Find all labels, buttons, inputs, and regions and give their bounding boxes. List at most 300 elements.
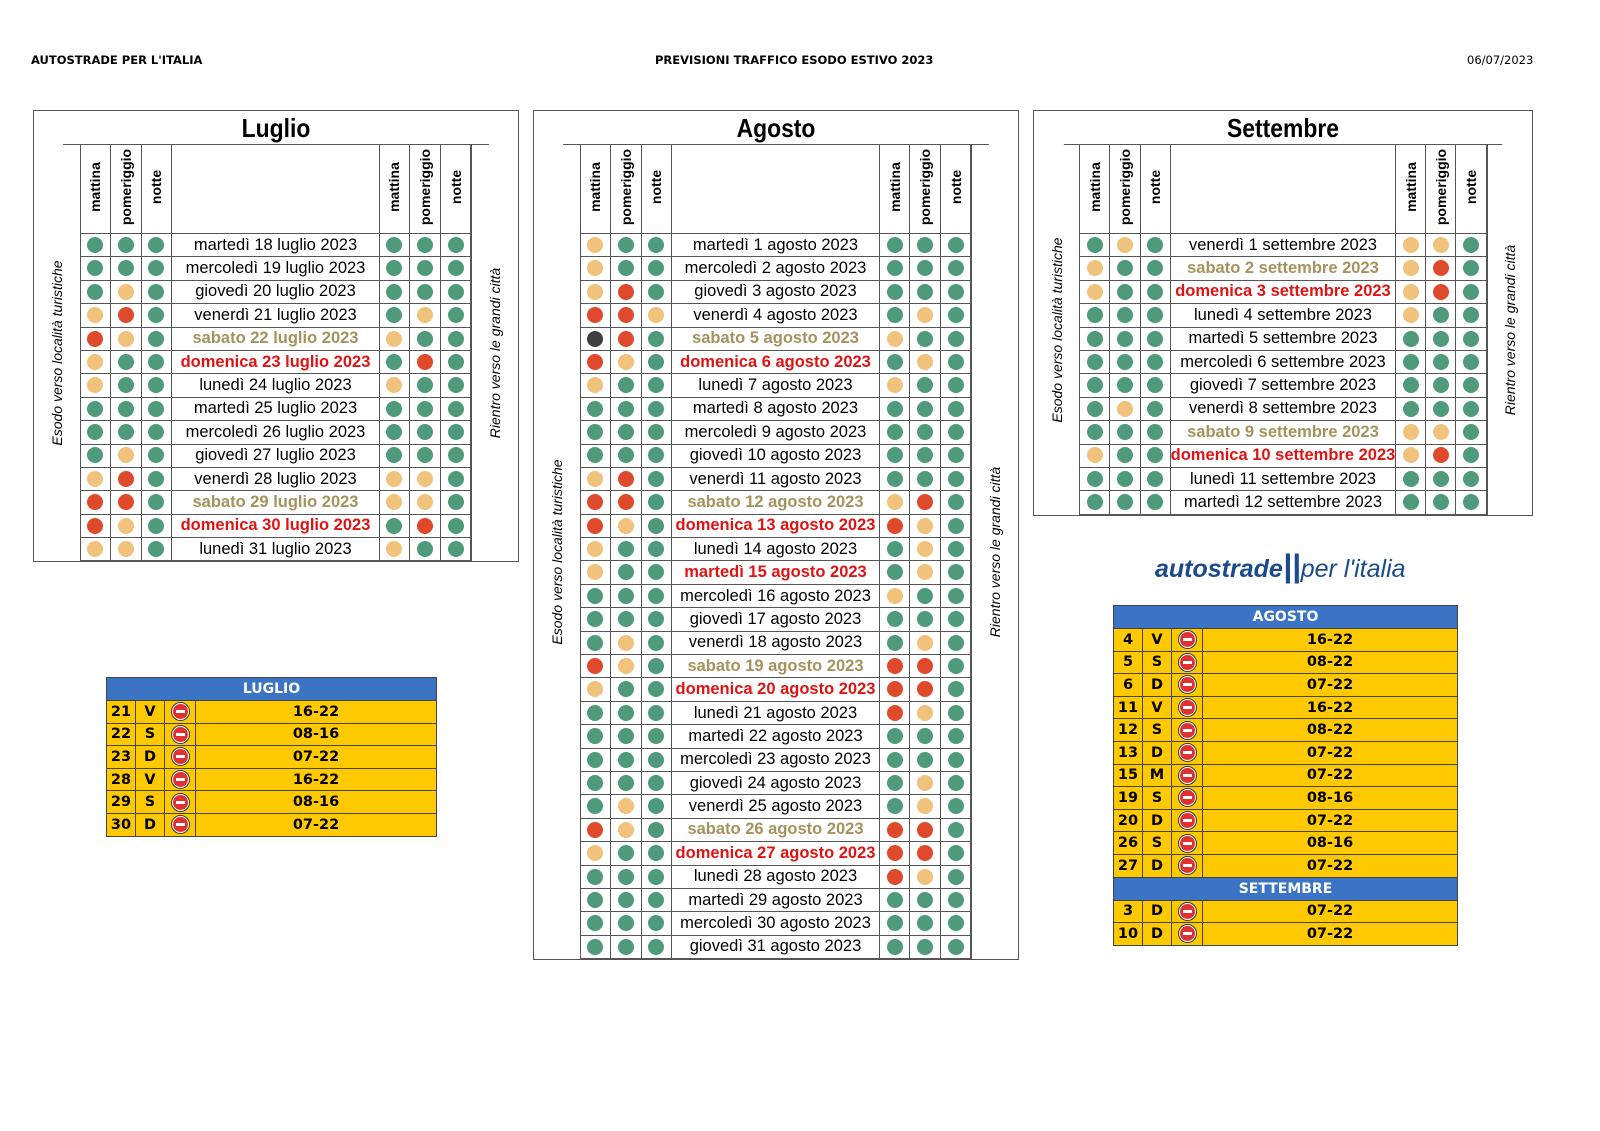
rientro-mattina-cell: [1396, 280, 1426, 303]
esodo-notte-dot: [648, 564, 664, 580]
esodo-notte-cell: [641, 280, 672, 303]
rientro-pomeriggio-cell: [1426, 280, 1456, 303]
rientro-pomeriggio-dot: [917, 564, 933, 580]
esodo-mattina-cell: [81, 350, 111, 373]
rientro-pomeriggio-dot: [417, 237, 433, 253]
esodo-notte-cell: [641, 538, 672, 561]
date-cell: [672, 327, 880, 350]
col-label-mattina: mattina: [1086, 162, 1103, 212]
rientro-notte-dot: [1463, 331, 1479, 347]
date-label: venerdì 25 agosto 2023: [688, 797, 863, 816]
esodo-mattina-cell: [581, 631, 611, 654]
rientro-notte-dot: [448, 494, 464, 510]
esodo-notte-dot: [1147, 377, 1163, 393]
col-header-notte: [141, 145, 172, 234]
table-row: [1080, 350, 1486, 373]
ban-day: 27: [1114, 854, 1143, 877]
rientro-notte-cell: [440, 514, 471, 537]
esodo-pomeriggio-cell: [1110, 234, 1140, 257]
rientro-mattina-dot: [386, 518, 402, 534]
date-label: lunedì 11 settembre 2023: [1190, 469, 1376, 488]
esodo-pomeriggio-cell: [1110, 327, 1140, 350]
rientro-pomeriggio-cell: [910, 865, 941, 888]
esodo-mattina-cell: [1080, 421, 1110, 444]
esodo-pomeriggio-dot: [118, 424, 134, 440]
esodo-pomeriggio-dot: [1117, 307, 1133, 323]
rientro-mattina-dot: [1403, 447, 1419, 463]
esodo-pomeriggio-cell: [611, 865, 642, 888]
rientro-mattina-cell: [1396, 397, 1426, 420]
rientro-notte-dot: [948, 447, 964, 463]
ban-icon-cell: [1172, 854, 1203, 877]
esodo-mattina-cell: [1080, 327, 1110, 350]
esodo-pomeriggio-cell: [111, 514, 142, 537]
esodo-mattina-cell: [581, 491, 611, 514]
date-label: sabato 22 luglio 2023: [192, 329, 359, 348]
esodo-mattina-cell: [81, 491, 111, 514]
rientro-mattina-dot: [887, 681, 903, 697]
ban-day: 20: [1114, 809, 1143, 832]
no-entry-icon: [1179, 676, 1196, 693]
esodo-notte-cell: [641, 725, 672, 748]
rientro-mattina-cell: [879, 865, 910, 888]
rientro-notte-dot: [448, 354, 464, 370]
rientro-notte-cell: [1456, 444, 1486, 467]
esodo-notte-dot: [148, 401, 164, 417]
rientro-pomeriggio-cell: [410, 327, 441, 350]
esodo-mattina-dot: [587, 681, 603, 697]
ban-day: 10: [1114, 923, 1143, 946]
date-cell: [672, 421, 880, 444]
rientro-pomeriggio-dot: [917, 471, 933, 487]
esodo-mattina-dot: [87, 518, 103, 534]
esodo-notte-cell: [641, 678, 672, 701]
esodo-notte-cell: [641, 514, 672, 537]
table-row: [81, 421, 471, 444]
esodo-notte-cell: [641, 444, 672, 467]
esodo-mattina-dot: [87, 260, 103, 276]
col-header-notte: [1140, 145, 1170, 234]
esodo-pomeriggio-cell: [611, 725, 642, 748]
rientro-pomeriggio-cell: [1426, 421, 1456, 444]
esodo-notte-dot: [648, 354, 664, 370]
ban-row: [1114, 629, 1458, 652]
month-body: [1034, 145, 1532, 515]
ban-row: [107, 746, 437, 769]
esodo-mattina-dot: [587, 705, 603, 721]
ban-weekday: M: [1143, 764, 1172, 787]
date-label: domenica 27 agosto 2023: [675, 843, 876, 862]
esodo-pomeriggio-cell: [611, 818, 642, 841]
esodo-pomeriggio-dot: [118, 447, 134, 463]
esodo-pomeriggio-cell: [111, 280, 142, 303]
esodo-pomeriggio-dot: [1117, 447, 1133, 463]
rientro-pomeriggio-cell: [410, 467, 441, 490]
rientro-mattina-cell: [379, 444, 410, 467]
esodo-pomeriggio-dot: [1117, 284, 1133, 300]
date-label: sabato 26 agosto 2023: [687, 820, 864, 839]
rientro-notte-dot: [948, 237, 964, 253]
side-label-rientro-text: Rientro verso le grandi città: [1501, 244, 1518, 416]
col-header-mattina: [879, 145, 910, 234]
esodo-notte-cell: [141, 234, 172, 257]
rientro-mattina-cell: [379, 514, 410, 537]
esodo-notte-cell: [141, 538, 172, 561]
esodo-mattina-cell: [581, 725, 611, 748]
rientro-mattina-dot: [386, 354, 402, 370]
esodo-mattina-dot: [587, 284, 603, 300]
rientro-pomeriggio-dot: [1433, 471, 1449, 487]
rientro-pomeriggio-dot: [917, 892, 933, 908]
col-header-mattina: [581, 145, 611, 234]
col-label-notte: notte: [447, 169, 464, 205]
esodo-mattina-dot: [87, 401, 103, 417]
ban-weekday: D: [1143, 741, 1172, 764]
ban-day: 6: [1114, 674, 1143, 697]
esodo-notte-cell: [1140, 491, 1170, 514]
rientro-pomeriggio-cell: [410, 491, 441, 514]
ban-weekday: S: [1143, 719, 1172, 742]
rientro-pomeriggio-dot: [417, 424, 433, 440]
table-row: [581, 257, 971, 280]
rientro-notte-cell: [1456, 491, 1486, 514]
rientro-pomeriggio-dot: [917, 424, 933, 440]
rientro-pomeriggio-dot: [917, 354, 933, 370]
ban-icon-cell: [165, 723, 196, 746]
esodo-pomeriggio-dot: [618, 331, 634, 347]
rientro-pomeriggio-dot: [1433, 331, 1449, 347]
ban-weekday: S: [1143, 832, 1172, 855]
esodo-notte-dot: [148, 541, 164, 557]
rientro-pomeriggio-dot: [917, 307, 933, 323]
esodo-pomeriggio-cell: [611, 701, 642, 724]
esodo-notte-cell: [641, 350, 672, 373]
rientro-notte-dot: [948, 869, 964, 885]
esodo-mattina-dot: [587, 518, 603, 534]
rientro-mattina-cell: [879, 514, 910, 537]
esodo-notte-cell: [1140, 257, 1170, 280]
table-row: [581, 514, 971, 537]
col-header-pomeriggio: [1110, 145, 1140, 234]
rientro-notte-cell: [940, 491, 971, 514]
esodo-pomeriggio-cell: [1110, 280, 1140, 303]
esodo-notte-dot: [1147, 424, 1163, 440]
esodo-mattina-cell: [1080, 444, 1110, 467]
rientro-mattina-cell: [879, 678, 910, 701]
esodo-notte-cell: [641, 561, 672, 584]
rientro-pomeriggio-cell: [1426, 374, 1456, 397]
esodo-notte-dot: [1147, 307, 1163, 323]
esodo-mattina-cell: [81, 444, 111, 467]
ban-weekday: S: [136, 791, 165, 814]
esodo-mattina-cell: [1080, 304, 1110, 327]
rientro-mattina-dot: [1403, 354, 1419, 370]
esodo-pomeriggio-cell: [611, 491, 642, 514]
esodo-mattina-dot: [87, 471, 103, 487]
ban-icon-cell: [1172, 629, 1203, 652]
esodo-notte-cell: [641, 631, 672, 654]
rientro-pomeriggio-dot: [1433, 237, 1449, 253]
esodo-notte-cell: [141, 257, 172, 280]
esodo-mattina-dot: [1087, 377, 1103, 393]
esodo-pomeriggio-dot: [618, 564, 634, 580]
rientro-notte-cell: [940, 795, 971, 818]
esodo-mattina-cell: [1080, 350, 1110, 373]
esodo-pomeriggio-cell: [1110, 257, 1140, 280]
esodo-notte-dot: [648, 331, 664, 347]
esodo-mattina-dot: [87, 377, 103, 393]
esodo-mattina-dot: [587, 377, 603, 393]
esodo-notte-dot: [648, 541, 664, 557]
rientro-pomeriggio-dot: [417, 354, 433, 370]
panel-settembre: [1033, 110, 1533, 516]
rientro-mattina-cell: [879, 888, 910, 911]
rientro-notte-cell: [940, 631, 971, 654]
esodo-notte-cell: [641, 584, 672, 607]
side-label-rientro: [1487, 145, 1532, 515]
rientro-pomeriggio-cell: [910, 327, 941, 350]
ban-weekday: D: [1143, 674, 1172, 697]
esodo-pomeriggio-dot: [618, 424, 634, 440]
esodo-mattina-cell: [1080, 491, 1110, 514]
rientro-notte-dot: [948, 845, 964, 861]
date-label: domenica 20 agosto 2023: [675, 680, 876, 699]
esodo-pomeriggio-dot: [618, 237, 634, 253]
esodo-pomeriggio-dot: [618, 705, 634, 721]
esodo-mattina-cell: [81, 397, 111, 420]
rientro-mattina-cell: [1396, 350, 1426, 373]
rientro-mattina-cell: [379, 421, 410, 444]
table-row: [581, 888, 971, 911]
esodo-mattina-dot: [87, 237, 103, 253]
month-title: Agosto: [563, 111, 989, 145]
rientro-mattina-dot: [887, 447, 903, 463]
table-row: [581, 771, 971, 794]
rientro-notte-cell: [940, 655, 971, 678]
date-label: venerdì 4 agosto 2023: [693, 305, 858, 324]
no-entry-icon: [172, 816, 189, 833]
rientro-notte-dot: [1463, 471, 1479, 487]
esodo-pomeriggio-dot: [118, 377, 134, 393]
esodo-mattina-cell: [581, 888, 611, 911]
date-label: mercoledì 9 agosto 2023: [684, 422, 867, 441]
rientro-mattina-cell: [1396, 444, 1426, 467]
date-label: martedì 22 agosto 2023: [688, 726, 863, 745]
rientro-mattina-cell: [879, 795, 910, 818]
rientro-notte-dot: [448, 401, 464, 417]
esodo-mattina-dot: [1087, 331, 1103, 347]
ban-day: 12: [1114, 719, 1143, 742]
esodo-notte-cell: [641, 748, 672, 771]
date-cell: [672, 678, 880, 701]
esodo-pomeriggio-dot: [118, 260, 134, 276]
rientro-notte-dot: [948, 611, 964, 627]
rientro-mattina-cell: [379, 538, 410, 561]
esodo-mattina-dot: [587, 331, 603, 347]
esodo-notte-dot: [648, 705, 664, 721]
rientro-pomeriggio-cell: [910, 234, 941, 257]
rientro-notte-cell: [440, 397, 471, 420]
rientro-mattina-dot: [386, 331, 402, 347]
rientro-pomeriggio-dot: [917, 658, 933, 674]
date-cell: [672, 631, 880, 654]
table-row: [581, 865, 971, 888]
esodo-mattina-cell: [1080, 280, 1110, 303]
esodo-mattina-cell: [81, 538, 111, 561]
rientro-notte-cell: [1456, 421, 1486, 444]
ban-day: 13: [1114, 741, 1143, 764]
ban-weekday: D: [1143, 900, 1172, 923]
col-header-pomeriggio: [111, 145, 142, 234]
date-label: venerdì 21 luglio 2023: [194, 305, 357, 324]
ban-hours: 16-22: [1203, 696, 1458, 719]
ban-weekday: D: [1143, 854, 1172, 877]
esodo-pomeriggio-dot: [618, 915, 634, 931]
rientro-notte-dot: [948, 705, 964, 721]
esodo-notte-dot: [148, 494, 164, 510]
col-label-mattina: mattina: [886, 162, 903, 212]
esodo-mattina-dot: [587, 822, 603, 838]
esodo-pomeriggio-cell: [1110, 374, 1140, 397]
rientro-pomeriggio-cell: [410, 397, 441, 420]
esodo-mattina-cell: [581, 327, 611, 350]
esodo-notte-dot: [648, 377, 664, 393]
table-row: [1080, 397, 1486, 420]
esodo-pomeriggio-dot: [618, 822, 634, 838]
date-cell: [172, 444, 379, 467]
rientro-mattina-cell: [879, 257, 910, 280]
date-cell: [672, 397, 880, 420]
header-left: AUTOSTRADE PER L'ITALIA: [31, 53, 203, 67]
esodo-mattina-cell: [581, 818, 611, 841]
esodo-mattina-cell: [81, 327, 111, 350]
esodo-mattina-dot: [587, 494, 603, 510]
ban-hours: 08-16: [1203, 787, 1458, 810]
rientro-mattina-cell: [379, 397, 410, 420]
esodo-notte-dot: [648, 471, 664, 487]
rientro-notte-dot: [448, 424, 464, 440]
rientro-mattina-cell: [879, 327, 910, 350]
esodo-notte-dot: [648, 588, 664, 604]
date-cell: [672, 280, 880, 303]
rientro-notte-dot: [948, 260, 964, 276]
date-label: mercoledì 16 agosto 2023: [680, 586, 871, 605]
ban-row: [1114, 832, 1458, 855]
rientro-pomeriggio-cell: [910, 771, 941, 794]
esodo-mattina-dot: [587, 471, 603, 487]
esodo-mattina-dot: [87, 494, 103, 510]
esodo-notte-dot: [648, 260, 664, 276]
rientro-notte-cell: [940, 888, 971, 911]
ban-weekday: S: [1143, 787, 1172, 810]
rientro-pomeriggio-cell: [410, 304, 441, 327]
esodo-notte-dot: [148, 331, 164, 347]
esodo-notte-cell: [1140, 304, 1170, 327]
date-cell: [672, 701, 880, 724]
date-cell: [672, 795, 880, 818]
no-entry-icon: [172, 794, 189, 811]
rientro-pomeriggio-dot: [417, 471, 433, 487]
date-cell: [1170, 257, 1396, 280]
esodo-mattina-dot: [587, 237, 603, 253]
ban-row: [1114, 764, 1458, 787]
side-label-rientro: [471, 145, 518, 561]
table-row: [581, 421, 971, 444]
date-cell: [672, 725, 880, 748]
ban-header-row: [1114, 877, 1458, 900]
col-label-mattina: mattina: [1402, 162, 1419, 212]
date-cell: [172, 397, 379, 420]
rientro-pomeriggio-dot: [417, 284, 433, 300]
table-row: [1080, 421, 1486, 444]
rientro-mattina-cell: [879, 374, 910, 397]
date-label: venerdì 1 settembre 2023: [1188, 235, 1377, 254]
esodo-mattina-cell: [581, 561, 611, 584]
esodo-notte-dot: [648, 635, 664, 651]
rientro-pomeriggio-cell: [910, 748, 941, 771]
esodo-notte-dot: [648, 681, 664, 697]
esodo-pomeriggio-dot: [618, 518, 634, 534]
rientro-pomeriggio-cell: [910, 655, 941, 678]
rientro-notte-cell: [940, 818, 971, 841]
date-cell: [1170, 374, 1396, 397]
col-label-mattina: mattina: [87, 162, 104, 212]
esodo-mattina-dot: [1087, 260, 1103, 276]
col-header-notte: [440, 145, 471, 234]
date-cell: [1170, 421, 1396, 444]
ban-row: [1114, 900, 1458, 923]
rientro-notte-dot: [448, 284, 464, 300]
rientro-mattina-dot: [887, 892, 903, 908]
ban-icon-cell: [1172, 900, 1203, 923]
esodo-notte-cell: [641, 888, 672, 911]
table-row: [581, 350, 971, 373]
rientro-mattina-cell: [879, 655, 910, 678]
header-title: PREVISIONI TRAFFICO ESODO ESTIVO 2023: [655, 53, 934, 67]
rientro-notte-dot: [948, 564, 964, 580]
esodo-mattina-cell: [81, 374, 111, 397]
header-row: [581, 145, 971, 234]
rientro-notte-cell: [440, 280, 471, 303]
rientro-notte-dot: [1463, 237, 1479, 253]
table-row: [1080, 327, 1486, 350]
esodo-mattina-dot: [587, 869, 603, 885]
rientro-notte-cell: [940, 725, 971, 748]
esodo-notte-dot: [648, 307, 664, 323]
esodo-pomeriggio-cell: [111, 421, 142, 444]
table-row: [581, 397, 971, 420]
esodo-mattina-dot: [587, 635, 603, 651]
rientro-mattina-dot: [887, 869, 903, 885]
esodo-pomeriggio-dot: [618, 494, 634, 510]
rientro-mattina-dot: [386, 447, 402, 463]
rientro-mattina-dot: [386, 424, 402, 440]
date-cell: [172, 514, 379, 537]
rientro-pomeriggio-dot: [917, 401, 933, 417]
rientro-pomeriggio-cell: [1426, 304, 1456, 327]
rientro-pomeriggio-dot: [917, 775, 933, 791]
rientro-notte-cell: [940, 444, 971, 467]
rientro-mattina-cell: [879, 818, 910, 841]
table-row: [81, 350, 471, 373]
rientro-notte-dot: [448, 471, 464, 487]
date-label: lunedì 4 settembre 2023: [1193, 305, 1372, 324]
esodo-pomeriggio-dot: [1117, 424, 1133, 440]
rientro-pomeriggio-dot: [917, 494, 933, 510]
esodo-notte-cell: [641, 842, 672, 865]
ban-day: 19: [1114, 787, 1143, 810]
rientro-mattina-dot: [1403, 424, 1419, 440]
